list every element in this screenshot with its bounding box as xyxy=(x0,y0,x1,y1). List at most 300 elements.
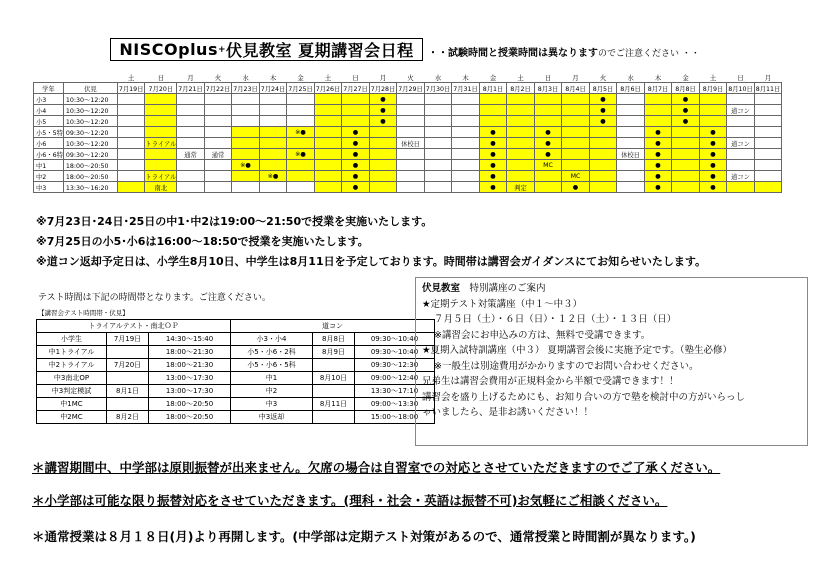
schedule-cell xyxy=(617,116,645,127)
test-cell: 中1 xyxy=(231,372,313,385)
schedule-cell xyxy=(507,94,535,105)
schedule-cell xyxy=(397,94,425,105)
test-cell xyxy=(107,398,149,411)
schedule-cell xyxy=(617,171,645,182)
schedule-mark: ● xyxy=(644,171,672,182)
schedule-cell xyxy=(177,116,205,127)
schedule-cell xyxy=(562,116,590,127)
schedule-cell xyxy=(117,171,145,182)
schedule-cell: トライアル xyxy=(145,138,177,149)
schedule-cell xyxy=(287,138,315,149)
schedule-cell xyxy=(369,149,397,160)
schedule-cell xyxy=(314,138,342,149)
schedule-cell xyxy=(287,171,315,182)
schedule-cell xyxy=(507,105,535,116)
spacer-cell xyxy=(63,72,117,83)
schedule-cell xyxy=(259,149,287,160)
schedule-cell xyxy=(314,127,342,138)
weekday-label: 火 xyxy=(599,73,607,82)
header-cell: 8月6日 xyxy=(617,83,645,94)
schedule-cell xyxy=(424,171,452,182)
schedule-cell xyxy=(479,105,507,116)
schedule-cell xyxy=(452,182,480,193)
header-cell: 8月9日 xyxy=(699,83,727,94)
schedule-cell: 通常 xyxy=(204,149,232,160)
test-cell: 7月19日 xyxy=(107,333,149,346)
test-cell: 13:30～17:10 xyxy=(355,385,435,398)
schedule-cell xyxy=(287,116,315,127)
schedule-mark: ● xyxy=(369,116,397,127)
schedule-cell xyxy=(727,116,755,127)
schedule-cell xyxy=(452,127,480,138)
schedule-mark: ● xyxy=(644,127,672,138)
test-cell: 中3 xyxy=(231,398,313,411)
schedule-mark: ● xyxy=(534,138,562,149)
schedule-cell xyxy=(562,105,590,116)
schedule-cell xyxy=(287,160,315,171)
time-label: 10:30～12:20 xyxy=(63,138,117,149)
schedule-cell xyxy=(562,160,590,171)
test-cell: 8月1日 xyxy=(107,385,149,398)
time-label: 18:00～20:50 xyxy=(63,171,117,182)
schedule-cell xyxy=(145,160,177,171)
grade-label: 小4 xyxy=(34,105,64,116)
schedule-cell xyxy=(314,182,342,193)
schedule-cell xyxy=(754,127,782,138)
header-cell: 7月22日 xyxy=(204,83,232,94)
schedule-mark: ● xyxy=(644,149,672,160)
schedule-cell xyxy=(589,171,617,182)
test-cell: 小3・小4 xyxy=(231,333,313,346)
schedule-cell xyxy=(232,149,260,160)
schedule-cell xyxy=(644,94,672,105)
schedule-cell xyxy=(424,116,452,127)
test-cell: 中1トライアル xyxy=(37,346,107,359)
bottom-note-1: ＊講習期間中、中学部は原則振替が出来ません。欠席の場合は自習室での対応とさせていただきますのでご了承ください。 xyxy=(32,460,721,475)
header-cell: 7月30日 xyxy=(424,83,452,94)
header-cell: 8月5日 xyxy=(589,83,617,94)
schedule-mark: ● xyxy=(589,94,617,105)
schedule-cell xyxy=(117,149,145,160)
schedule-cell xyxy=(507,116,535,127)
time-label: 09:30～12:20 xyxy=(63,127,117,138)
schedule-cell xyxy=(452,138,480,149)
schedule-cell xyxy=(259,182,287,193)
schedule-cell xyxy=(562,127,590,138)
note-1: ※7月23日･24日･25日の中1･中2は19:00～21:50で授業を実施いたします。 xyxy=(36,215,433,228)
schedule-cell xyxy=(589,182,617,193)
header-cell: 8月3日 xyxy=(534,83,562,94)
schedule-cell xyxy=(177,127,205,138)
test-cell: 中1MC xyxy=(37,398,107,411)
header-cell: 7月23日 xyxy=(232,83,260,94)
schedule-mark: ● xyxy=(644,182,672,193)
test-cell: 09:00～13:30 xyxy=(355,398,435,411)
schedule-mark: ● xyxy=(342,182,370,193)
schedule-cell xyxy=(314,149,342,160)
weekday-label: 木 xyxy=(269,73,277,82)
schedule-cell xyxy=(672,149,700,160)
weekday-label: 土 xyxy=(709,73,717,82)
weekday-label: 月 xyxy=(572,73,579,82)
schedule-cell xyxy=(177,94,205,105)
schedule-cell xyxy=(507,149,535,160)
test-cell xyxy=(107,346,149,359)
schedule-cell xyxy=(754,116,782,127)
schedule-mark: ● xyxy=(479,182,507,193)
schedule-cell xyxy=(287,105,315,116)
schedule-mark: ● xyxy=(672,94,700,105)
schedule-mark: ※● xyxy=(287,127,315,138)
grade-label: 小6・6特 xyxy=(34,149,64,160)
special-course-box xyxy=(415,277,808,446)
schedule-cell xyxy=(177,138,205,149)
info-line: 講習会を盛り上げるためにも、お知り合いの方で塾を検討中の方がいらっし xyxy=(422,391,746,403)
schedule-cell xyxy=(117,160,145,171)
schedule-cell xyxy=(452,94,480,105)
schedule-cell xyxy=(617,182,645,193)
schedule-cell xyxy=(232,182,260,193)
test-cell: 中2 xyxy=(231,385,313,398)
header-cell: 8月10日 xyxy=(727,83,755,94)
schedule-cell xyxy=(589,127,617,138)
weekday-label: 月 xyxy=(187,73,194,82)
schedule-mark: 判定 xyxy=(507,182,535,193)
grade-label: 中1 xyxy=(34,160,64,171)
schedule-cell xyxy=(397,116,425,127)
schedule-mark: ● xyxy=(479,160,507,171)
schedule-cell xyxy=(397,149,425,160)
title-note-bold: ・・試験時間と授業時間は異なります xyxy=(428,48,598,59)
title-brand: NISCOplus xyxy=(119,40,218,59)
test-cell: 18:00～21:30 xyxy=(149,346,231,359)
info-subtitle: 特別講座のご案内 xyxy=(469,283,546,294)
info-line: 兄弟生は講習会費用が正規料金から半額で受講できます！！ xyxy=(422,376,679,387)
info-line: ※一般生は別途費用がかかりますのでお問い合わせください。 xyxy=(434,360,699,372)
schedule-cell xyxy=(754,160,782,171)
schedule-mark: MC xyxy=(562,171,590,182)
schedule-mark: ● xyxy=(534,127,562,138)
schedule-cell xyxy=(204,160,232,171)
schedule-mark: ● xyxy=(534,149,562,160)
test-cell: 8月8日 xyxy=(313,333,355,346)
schedule-cell xyxy=(117,116,145,127)
schedule-cell: トライアル xyxy=(145,171,177,182)
schedule-cell xyxy=(145,105,177,116)
schedule-cell xyxy=(314,94,342,105)
header-cell: 8月2日 xyxy=(507,83,535,94)
schedule-cell xyxy=(589,149,617,160)
schedule-cell xyxy=(232,94,260,105)
weekday-label: 木 xyxy=(462,73,469,82)
weekday-label: 水 xyxy=(434,73,442,82)
schedule-cell xyxy=(727,182,755,193)
test-cell: 18:00～21:30 xyxy=(149,359,231,372)
schedule-cell xyxy=(754,171,782,182)
header-cell: 8月7日 xyxy=(644,83,672,94)
bottom-note-3: ＊通常授業は８月１８日(月)より再開します。(中学部は定期テスト対策があるので、通常授業と時間割が異なります。) xyxy=(32,529,696,544)
test-head-left: トライアルテスト・南北ＯＰ xyxy=(37,320,231,333)
test-cell: 小学生 xyxy=(37,333,107,346)
note-2: ※7月25日の小5･小6は16:00～18:50で授業を実施いたします。 xyxy=(36,235,369,248)
test-cell xyxy=(313,359,355,372)
bottom-note-2: ＊小学部は可能な限り振替対応をさせていただきます。(理科・社会・英語は振替不可)お気軽にご相談ください。 xyxy=(32,493,668,508)
test-cell: 09:30～12:30 xyxy=(355,359,435,372)
schedule-cell xyxy=(727,160,755,171)
schedule-mark: ● xyxy=(699,171,727,182)
schedule-mark: ● xyxy=(589,105,617,116)
grade-label: 中2 xyxy=(34,171,64,182)
weekday-label: 日 xyxy=(157,73,165,82)
header-cell: 7月19日 xyxy=(117,83,145,94)
header-cell: 8月1日 xyxy=(479,83,507,94)
header-cell: 7月28日 xyxy=(369,83,397,94)
info-line: ※講習会にお申込みの方は、無料で受講できます。 xyxy=(434,329,651,341)
test-cell: 8月10日 xyxy=(313,372,355,385)
schedule-cell xyxy=(369,127,397,138)
grade-label: 小5・5特 xyxy=(34,127,64,138)
test-cell: 13:00～17:30 xyxy=(149,372,231,385)
header-cell: 8月11日 xyxy=(754,83,782,94)
schedule-mark: ● xyxy=(699,182,727,193)
schedule-cell xyxy=(424,127,452,138)
schedule-cell xyxy=(259,94,287,105)
info-line: ★夏期入試特訓講座（中３） 夏期講習会後に実施予定です。（塾生必修） xyxy=(422,345,733,356)
test-cell: 中3判定模試 xyxy=(37,385,107,398)
weekday-label: 日 xyxy=(737,73,744,82)
schedule-mark: ● xyxy=(342,127,370,138)
grade-label: 小5 xyxy=(34,116,64,127)
schedule-cell xyxy=(117,138,145,149)
schedule-cell xyxy=(369,160,397,171)
info-line: ★定期テスト対策講座（中１～中３） xyxy=(422,298,583,310)
grade-label: 小6 xyxy=(34,138,64,149)
schedule-mark: ※● xyxy=(287,149,315,160)
schedule-cell xyxy=(287,94,315,105)
schedule-cell xyxy=(672,160,700,171)
test-cell: 18:00～20:50 xyxy=(149,411,231,424)
schedule-cell xyxy=(452,171,480,182)
schedule-cell xyxy=(507,127,535,138)
schedule-cell xyxy=(617,138,645,149)
schedule-cell xyxy=(644,105,672,116)
schedule-cell xyxy=(672,127,700,138)
schedule-cell xyxy=(342,116,370,127)
schedule-cell xyxy=(424,149,452,160)
schedule-cell xyxy=(589,160,617,171)
schedule-cell xyxy=(672,171,700,182)
schedule-cell xyxy=(369,171,397,182)
schedule-mark: ● xyxy=(479,138,507,149)
schedule-cell xyxy=(117,182,145,193)
test-cell: 09:30～10:40 xyxy=(355,333,435,346)
header-cell: 7月29日 xyxy=(397,83,425,94)
schedule-mark: ● xyxy=(342,160,370,171)
header-cell: 7月24日 xyxy=(259,83,287,94)
header-cell: 7月26日 xyxy=(314,83,342,94)
schedule-cell xyxy=(562,138,590,149)
grade-label: 小3 xyxy=(34,94,64,105)
weekday-label: 木 xyxy=(654,73,662,82)
schedule-cell xyxy=(397,127,425,138)
schedule-cell xyxy=(644,116,672,127)
test-cell: 8月11日 xyxy=(313,398,355,411)
schedule-cell xyxy=(145,149,177,160)
schedule-cell: 道コン xyxy=(727,171,755,182)
info-line: ゃいましたら、是非お誘いください！！ xyxy=(422,407,594,418)
schedule-cell xyxy=(259,127,287,138)
schedule-cell xyxy=(507,171,535,182)
header-cell: 7月21日 xyxy=(177,83,205,94)
schedule-cell xyxy=(342,94,370,105)
schedule-cell xyxy=(562,94,590,105)
test-cell: 小5・小6・5科 xyxy=(231,359,313,372)
schedule-mark: ※● xyxy=(232,160,260,171)
schedule-cell xyxy=(232,105,260,116)
schedule-cell xyxy=(672,138,700,149)
schedule-mark: ● xyxy=(342,171,370,182)
schedule-cell xyxy=(534,182,562,193)
weekday-label: 月 xyxy=(379,73,387,82)
schedule-cell xyxy=(259,138,287,149)
weekday-label: 土 xyxy=(517,73,524,82)
weekday-label: 火 xyxy=(407,73,414,82)
schedule-mark: ● xyxy=(342,149,370,160)
schedule-cell xyxy=(204,127,232,138)
title-sup: + xyxy=(217,44,227,55)
weekday-label: 金 xyxy=(682,73,689,82)
test-cell xyxy=(313,411,355,424)
time-label: 09:30～12:20 xyxy=(63,149,117,160)
test-cell: 09:00～12:40 xyxy=(355,372,435,385)
schedule-cell xyxy=(479,116,507,127)
schedule-cell xyxy=(452,160,480,171)
header-cell: 7月25日 xyxy=(287,83,315,94)
schedule-cell: 道コン xyxy=(727,105,755,116)
schedule-cell xyxy=(507,160,535,171)
schedule-cell xyxy=(727,127,755,138)
schedule-mark: ● xyxy=(342,138,370,149)
header-cell: 伏見 xyxy=(63,83,117,94)
test-cell: 中2MC xyxy=(37,411,107,424)
schedule-cell xyxy=(145,116,177,127)
schedule-cell: 休校日 xyxy=(397,138,425,149)
test-cell: 8月2日 xyxy=(107,411,149,424)
schedule-mark: 南北 xyxy=(145,182,177,193)
schedule-cell xyxy=(424,160,452,171)
schedule-cell xyxy=(145,94,177,105)
schedule-cell: 道コン xyxy=(727,138,755,149)
test-cell: 09:30～10:40 xyxy=(355,346,435,359)
weekday-label: 月 xyxy=(764,73,772,82)
header-cell: 8月8日 xyxy=(672,83,700,94)
schedule-cell: 休校日 xyxy=(617,149,645,160)
schedule-cell xyxy=(314,116,342,127)
title-rest: 伏見教室 夏期講習会日程 xyxy=(226,41,414,60)
time-label: 10:30～12:20 xyxy=(63,116,117,127)
schedule-cell xyxy=(204,171,232,182)
schedule-cell xyxy=(754,138,782,149)
page-title xyxy=(110,38,423,61)
schedule-cell xyxy=(369,182,397,193)
test-cell: 中2トライアル xyxy=(37,359,107,372)
schedule-mark: ● xyxy=(699,160,727,171)
time-label: 10:30～12:20 xyxy=(63,94,117,105)
test-cell xyxy=(313,385,355,398)
schedule-cell xyxy=(699,94,727,105)
schedule-cell xyxy=(424,105,452,116)
schedule-cell xyxy=(699,116,727,127)
weekday-label: 水 xyxy=(627,73,634,82)
schedule-cell xyxy=(424,138,452,149)
schedule-cell xyxy=(507,138,535,149)
header-cell: 7月27日 xyxy=(342,83,370,94)
schedule-cell xyxy=(754,182,782,193)
header-cell: 7月20日 xyxy=(145,83,177,94)
time-label: 10:30～12:20 xyxy=(63,105,117,116)
schedule-cell xyxy=(424,182,452,193)
schedule-cell xyxy=(204,138,232,149)
schedule-cell xyxy=(534,94,562,105)
test-caption: テスト時間は下記の時間帯となります。ご注意ください。 xyxy=(38,293,271,303)
schedule-cell xyxy=(259,160,287,171)
header-cell: 学年 xyxy=(34,83,64,94)
schedule-cell xyxy=(479,94,507,105)
schedule-cell xyxy=(754,105,782,116)
schedule-cell xyxy=(397,160,425,171)
schedule-mark: ● xyxy=(699,127,727,138)
info-title: 伏見教室 xyxy=(422,283,461,294)
test-cell: 7月20日 xyxy=(107,359,149,372)
test-cell: 15:00～18:00 xyxy=(355,411,435,424)
schedule-cell xyxy=(204,116,232,127)
schedule-cell xyxy=(117,105,145,116)
schedule-cell xyxy=(754,94,782,105)
schedule-cell xyxy=(204,94,232,105)
test-cell: 中3南北OP xyxy=(37,372,107,385)
test-head-right: 道コン xyxy=(231,320,435,333)
schedule-cell xyxy=(232,127,260,138)
schedule-cell: 通常 xyxy=(177,149,205,160)
info-line: ７月５日（土）・６日（日）・１２日（土）・１３日（日） xyxy=(434,314,677,325)
schedule-mark: ● xyxy=(672,105,700,116)
weekday-label: 日 xyxy=(544,73,552,82)
schedule-cell xyxy=(727,94,755,105)
schedule-mark: ● xyxy=(479,171,507,182)
header-cell: 8月4日 xyxy=(562,83,590,94)
time-label: 13:30～16:20 xyxy=(63,182,117,193)
schedule-mark: ● xyxy=(644,138,672,149)
weekday-label: 金 xyxy=(297,73,304,82)
test-cell: 14:30～15:40 xyxy=(149,333,231,346)
schedule-cell xyxy=(699,105,727,116)
schedule-mark: MC xyxy=(534,160,562,171)
schedule-cell xyxy=(424,94,452,105)
schedule-cell xyxy=(452,149,480,160)
test-cell: 8月9日 xyxy=(313,346,355,359)
schedule-cell xyxy=(617,160,645,171)
schedule-cell xyxy=(397,105,425,116)
schedule-cell xyxy=(534,171,562,182)
schedule-cell xyxy=(232,138,260,149)
schedule-cell xyxy=(259,116,287,127)
schedule-cell xyxy=(177,171,205,182)
schedule-cell xyxy=(314,160,342,171)
schedule-cell xyxy=(287,182,315,193)
schedule-cell xyxy=(617,105,645,116)
weekday-label: 金 xyxy=(489,73,497,82)
schedule-mark: ● xyxy=(562,182,590,193)
